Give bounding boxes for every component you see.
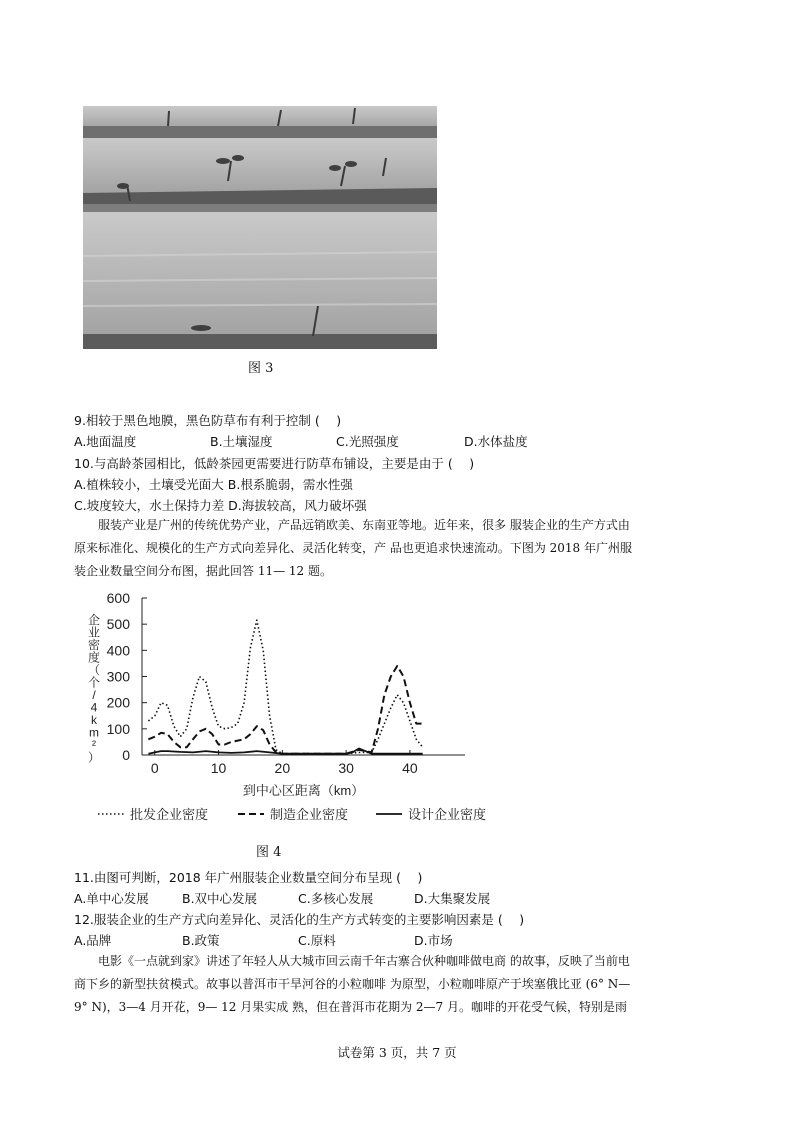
q11-option-a[interactable]: A.单中心发展	[74, 891, 149, 906]
q11-option-b[interactable]: B.双中心发展	[182, 891, 258, 906]
q9-option-d[interactable]: D.水体盐度	[464, 434, 528, 449]
passage-1-line-3: 装企业数量空间分布图，据此回答 11— 12 题。	[74, 564, 332, 578]
y-axis-label-char: 度	[87, 650, 101, 665]
y-axis-label-char: 企	[87, 613, 101, 627]
q9-option-a[interactable]: A.地面温度	[74, 434, 137, 449]
q9-option-b[interactable]: B.土壤湿度	[210, 434, 273, 449]
passage-1-line-1: 服装产业是广州的传统优势产业，产品远销欧美、东南亚等地。近年来，很多 服装企业的生产方式由	[74, 518, 630, 532]
q11-option-d[interactable]: D.大集聚发展	[414, 891, 491, 906]
passage-coffee-film	[74, 950, 724, 1019]
y-tick-label: 100	[106, 720, 130, 737]
y-axis-label-char: 个	[87, 675, 101, 690]
legend-label: 设计企业密度	[408, 807, 487, 822]
passage-2-line-1: 电影《一点就到家》讲述了年轻人从大城市回云南千年古寨合伙种咖啡做电商 的故事，反映了当前电	[74, 954, 630, 968]
y-axis-label-char: m	[89, 725, 99, 740]
y-axis-label-char: k	[91, 713, 97, 727]
passage-garment-industry	[74, 514, 724, 583]
y-tick-label: 0	[122, 747, 130, 763]
legend-label: 制造企业密度	[270, 807, 349, 822]
q11-option-c[interactable]: C.多核心发展	[298, 891, 374, 906]
y-axis-label-char: ）	[87, 750, 101, 765]
series-line-manufacturing	[148, 666, 422, 754]
y-axis-label-char: 密	[87, 638, 101, 652]
x-tick-label: 40	[402, 760, 418, 776]
figure-4-line-chart	[80, 588, 520, 833]
passage-1-line-2: 原来标准化、规模化的生产方式向差异化、灵活化转变，产 品也更追求快速流动。下图为 2018 年广州服	[74, 541, 632, 555]
x-tick-label: 20	[274, 760, 291, 776]
q12-option-c[interactable]: C.原料	[298, 933, 336, 948]
y-tick-label: 200	[106, 694, 130, 711]
q12-option-b[interactable]: B.政策	[182, 933, 220, 948]
q10-options-cd[interactable]: C.坡度较大，水土保持力差 D.海拔较高，风力破坏强	[74, 498, 367, 513]
q12-option-a[interactable]: A.品牌	[74, 933, 112, 948]
y-axis-label-char: /	[92, 688, 96, 702]
question-10-stem: 10.与高龄茶园相比，低龄茶园更需要进行防草布铺设，主要是由于 ( )	[74, 456, 475, 471]
page-footer: 试卷第 3 页，共 7 页	[337, 1045, 457, 1060]
x-tick-label: 10	[210, 760, 227, 776]
q9-option-c[interactable]: C.光照强度	[336, 434, 399, 449]
figure-3-caption: 图 3	[248, 361, 274, 376]
y-axis-label-char: ²	[92, 738, 96, 752]
question-9-stem: 9.相较于黑色地膜，黑色防草布有利于控制 ( )	[74, 413, 342, 428]
passage-2-line-2: 商下乡的新型扶贫模式。故事以普洱市干旱河谷的小粒咖啡 为原型，小粒咖啡原产于埃塞俄比亚 (6° N—	[74, 977, 631, 991]
y-axis-label-char: 4	[90, 700, 98, 715]
q12-option-d[interactable]: D.市场	[414, 933, 453, 948]
y-tick-label: 600	[106, 590, 130, 606]
y-tick-label: 300	[106, 668, 130, 685]
y-tick-label: 500	[106, 616, 130, 633]
y-axis-label-char: （	[87, 663, 101, 677]
passage-2-line-3: 9° N)，3—4 月开花，9— 12 月果实成 熟，但在普洱市花期为 2—7 月。咖啡的开花受气候，特别是雨	[74, 1000, 627, 1014]
y-axis-label-char: 业	[87, 625, 101, 640]
x-tick-label: 30	[338, 760, 354, 776]
q10-options-ab[interactable]: A.植株较小，土壤受光面大 B.根系脆弱，需水性强	[74, 477, 353, 492]
x-tick-label: 0	[150, 760, 159, 776]
series-line-wholesale	[148, 620, 422, 754]
figure-4-caption: 图 4	[256, 845, 282, 860]
legend-label: 批发企业密度	[130, 807, 209, 822]
question-12-stem: 12.服装企业的生产方式向差异化、灵活化的生产方式转变的主要影响因素是 ( )	[74, 912, 525, 927]
x-axis-label: 到中心区距离（km）	[242, 783, 365, 798]
y-tick-label: 400	[106, 642, 130, 659]
figure-3-photo	[83, 106, 437, 349]
question-11-stem: 11.由图可判断，2018 年广州服装企业数量空间分布呈现 ( )	[74, 870, 423, 885]
series-line-design	[148, 749, 422, 754]
